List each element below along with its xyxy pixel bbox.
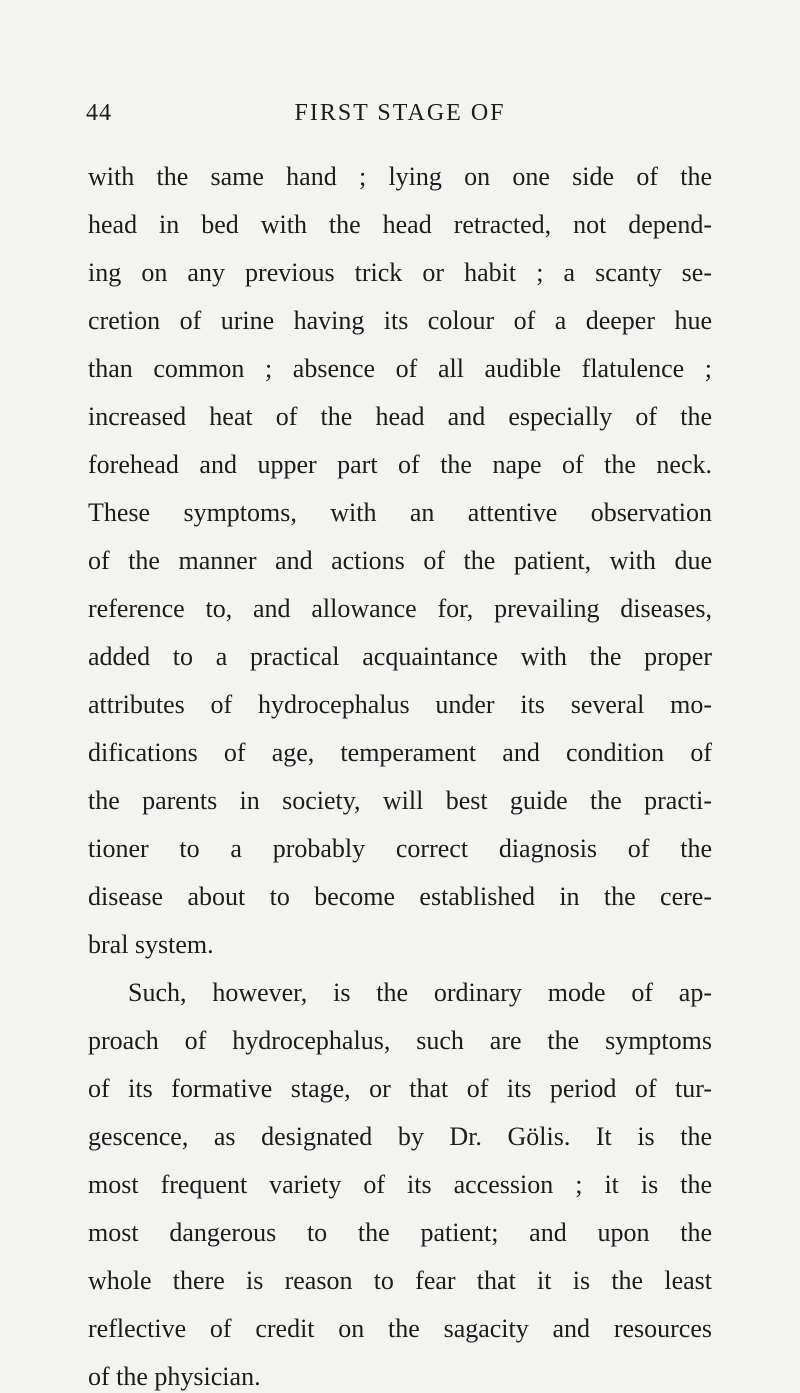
text-line: tioner to a probably correct diagnosis of the xyxy=(88,834,712,863)
page-header xyxy=(0,100,800,140)
page-number: 44 xyxy=(86,100,112,126)
running-head: FIRST STAGE OF xyxy=(294,100,506,126)
text-line: the parents in society, will best guide the practi- xyxy=(88,786,712,815)
text-line: attributes of hydrocephalus under its several mo- xyxy=(88,690,712,719)
text-line: forehead and upper part of the nape of the neck. xyxy=(88,450,712,479)
text-line: most dangerous to the patient; and upon the xyxy=(88,1218,712,1247)
text-line: bral system. xyxy=(88,930,214,959)
text-line: of the manner and actions of the patient, with due xyxy=(88,546,712,575)
text-line: whole there is reason to fear that it is the least xyxy=(88,1266,712,1295)
text-line: difications of age, temperament and condition of xyxy=(88,738,712,767)
text-line: than common ; absence of all audible flatulence ; xyxy=(88,354,712,383)
text-line: reference to, and allowance for, prevailing diseases, xyxy=(88,594,712,623)
text-line: Such, however, is the ordinary mode of ap- xyxy=(128,978,712,1007)
text-line: disease about to become established in the cere- xyxy=(88,882,712,911)
text-line: added to a practical acquaintance with the proper xyxy=(88,642,712,671)
text-line: with the same hand ; lying on one side of the xyxy=(88,162,712,191)
text-line: reflective of credit on the sagacity and resources xyxy=(88,1314,712,1343)
text-line: of the physician. xyxy=(88,1362,261,1391)
text-line: head in bed with the head retracted, not depend- xyxy=(88,210,712,239)
text-line: most frequent variety of its accession ; it is the xyxy=(88,1170,712,1199)
text-line: cretion of urine having its colour of a deeper hue xyxy=(88,306,712,335)
text-line: of its formative stage, or that of its period of tur- xyxy=(88,1074,712,1103)
text-line: proach of hydrocephalus, such are the symptoms xyxy=(88,1026,712,1055)
text-line: gescence, as designated by Dr. Gölis. It is the xyxy=(88,1122,712,1151)
text-line: increased heat of the head and especially of the xyxy=(88,402,712,431)
text-line: ing on any previous trick or habit ; a scanty se- xyxy=(88,258,712,287)
text-line: These symptoms, with an attentive observation xyxy=(88,498,712,527)
